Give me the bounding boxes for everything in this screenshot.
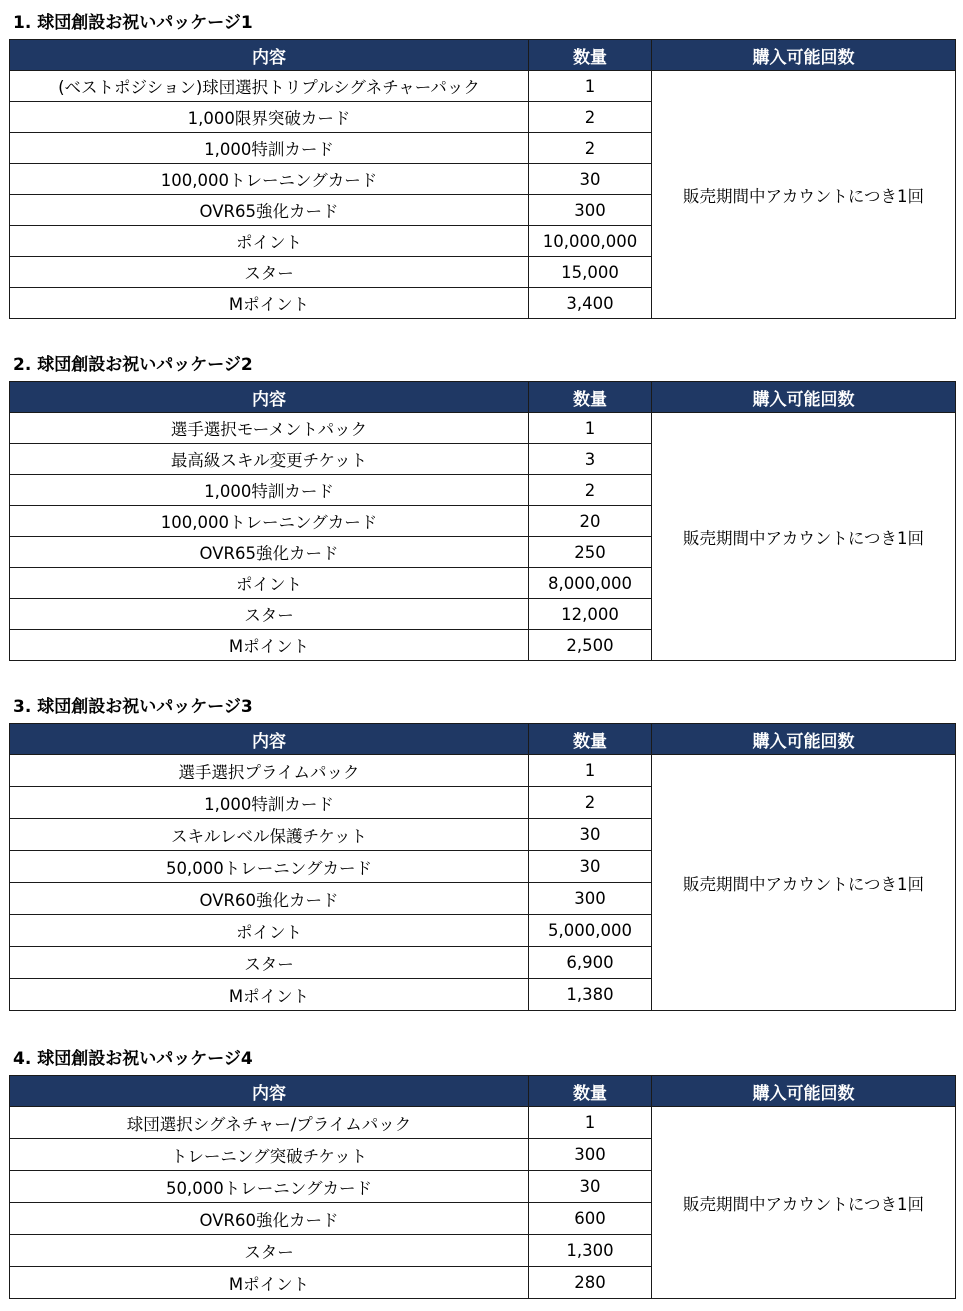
item-quantity: 30	[529, 1171, 652, 1203]
item-name: スキルレベル保護チケット	[10, 819, 529, 851]
item-quantity: 600	[529, 1203, 652, 1235]
item-name: 50,000トレーニングカード	[10, 851, 529, 883]
item-name: ポイント	[10, 568, 529, 599]
header-quantity: 数量	[529, 724, 652, 755]
item-name: 選手選択モーメントパック	[10, 413, 529, 444]
header-quantity: 数量	[529, 40, 652, 71]
item-quantity: 6,900	[529, 947, 652, 979]
item-name: 1,000特訓カード	[10, 787, 529, 819]
header-content: 内容	[10, 1076, 529, 1107]
item-quantity: 3,400	[529, 288, 652, 319]
item-name: 50,000トレーニングカード	[10, 1171, 529, 1203]
header-content: 内容	[10, 382, 529, 413]
table-header-row	[10, 382, 956, 413]
item-name: ポイント	[10, 226, 529, 257]
table-header-row	[10, 40, 956, 71]
item-name: Mポイント	[10, 288, 529, 319]
item-name: 1,000特訓カード	[10, 475, 529, 506]
package-table	[9, 381, 956, 661]
item-name: 最高級スキル変更チケット	[10, 444, 529, 475]
item-quantity: 1	[529, 755, 652, 787]
item-quantity: 1	[529, 413, 652, 444]
table-header-row	[10, 1076, 956, 1107]
item-quantity: 2	[529, 787, 652, 819]
item-name: 選手選択プライムパック	[10, 755, 529, 787]
item-quantity: 1,300	[529, 1235, 652, 1267]
item-name: OVR60強化カード	[10, 883, 529, 915]
item-quantity: 5,000,000	[529, 915, 652, 947]
item-name: 100,000トレーニングカード	[10, 164, 529, 195]
section-title: 1. 球団創設お祝いパッケージ1	[13, 13, 253, 33]
item-name: 1,000特訓カード	[10, 133, 529, 164]
item-quantity: 10,000,000	[529, 226, 652, 257]
item-quantity: 2	[529, 102, 652, 133]
item-name: (ベストポジション)球団選択トリプルシグネチャーパック	[10, 71, 529, 102]
package-table	[9, 1075, 956, 1299]
item-name: OVR65強化カード	[10, 537, 529, 568]
item-name: Mポイント	[10, 1267, 529, 1299]
item-name: スター	[10, 947, 529, 979]
table-row	[10, 1107, 956, 1139]
item-quantity: 250	[529, 537, 652, 568]
section-title: 4. 球団創設お祝いパッケージ4	[13, 1049, 253, 1069]
table-header-row	[10, 724, 956, 755]
header-purchase-limit: 購入可能回数	[652, 1076, 956, 1107]
item-quantity: 20	[529, 506, 652, 537]
header-purchase-limit: 購入可能回数	[652, 724, 956, 755]
header-content: 内容	[10, 724, 529, 755]
purchase-limit: 販売期間中アカウントにつき1回	[652, 1107, 956, 1299]
item-quantity: 30	[529, 164, 652, 195]
header-purchase-limit: 購入可能回数	[652, 40, 956, 71]
item-name: スター	[10, 1235, 529, 1267]
item-quantity: 300	[529, 195, 652, 226]
item-quantity: 2	[529, 133, 652, 164]
section-title: 3. 球団創設お祝いパッケージ3	[13, 697, 253, 717]
table-row	[10, 71, 956, 102]
item-quantity: 280	[529, 1267, 652, 1299]
table-row	[10, 755, 956, 787]
item-quantity: 3	[529, 444, 652, 475]
header-content: 内容	[10, 40, 529, 71]
item-quantity: 300	[529, 883, 652, 915]
item-quantity: 1,380	[529, 979, 652, 1011]
item-name: Mポイント	[10, 979, 529, 1011]
purchase-limit: 販売期間中アカウントにつき1回	[652, 413, 956, 661]
item-name: Mポイント	[10, 630, 529, 661]
item-quantity: 8,000,000	[529, 568, 652, 599]
item-quantity: 15,000	[529, 257, 652, 288]
item-name: 1,000限界突破カード	[10, 102, 529, 133]
item-name: 球団選択シグネチャー/プライムパック	[10, 1107, 529, 1139]
item-quantity: 1	[529, 71, 652, 102]
item-quantity: 2,500	[529, 630, 652, 661]
item-name: 100,000トレーニングカード	[10, 506, 529, 537]
item-name: スター	[10, 257, 529, 288]
item-quantity: 30	[529, 819, 652, 851]
package-table	[9, 723, 956, 1011]
item-name: スター	[10, 599, 529, 630]
package-table	[9, 39, 956, 319]
header-purchase-limit: 購入可能回数	[652, 382, 956, 413]
item-name: トレーニング突破チケット	[10, 1139, 529, 1171]
item-quantity: 1	[529, 1107, 652, 1139]
item-quantity: 30	[529, 851, 652, 883]
header-quantity: 数量	[529, 1076, 652, 1107]
item-name: OVR60強化カード	[10, 1203, 529, 1235]
item-quantity: 12,000	[529, 599, 652, 630]
item-quantity: 2	[529, 475, 652, 506]
item-quantity: 300	[529, 1139, 652, 1171]
purchase-limit: 販売期間中アカウントにつき1回	[652, 71, 956, 319]
purchase-limit: 販売期間中アカウントにつき1回	[652, 755, 956, 1011]
section-title: 2. 球団創設お祝いパッケージ2	[13, 355, 253, 375]
header-quantity: 数量	[529, 382, 652, 413]
item-name: ポイント	[10, 915, 529, 947]
table-row	[10, 413, 956, 444]
item-name: OVR65強化カード	[10, 195, 529, 226]
